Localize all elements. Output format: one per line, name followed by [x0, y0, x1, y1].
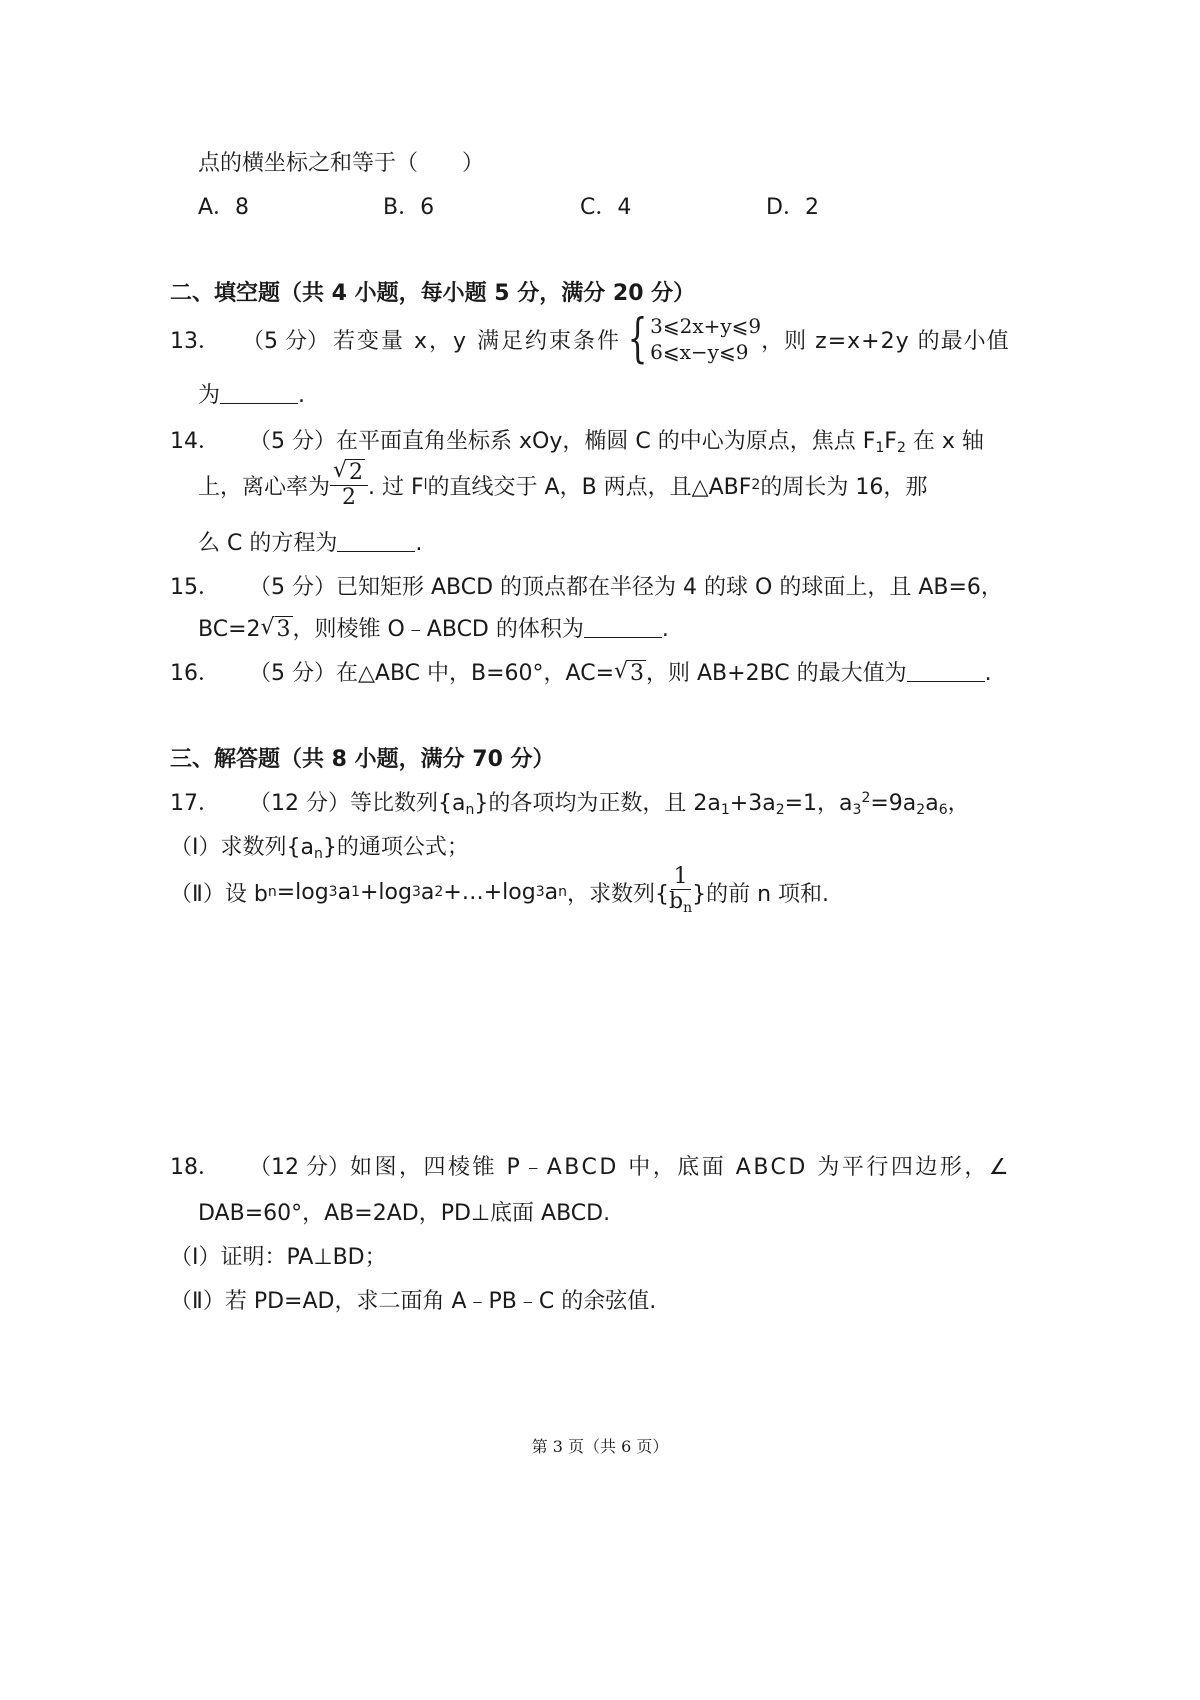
q17-p2-b: =log — [276, 879, 329, 905]
q15-number: 15． — [170, 575, 220, 600]
q17-p2-c: a — [337, 879, 352, 905]
q17-p2-h: ，求数列{ — [567, 881, 669, 907]
q17-t2: }的各项均为正数，且 2a — [474, 791, 721, 816]
q18-part-1-label: （Ⅰ） — [170, 1245, 221, 1270]
q13-constraint-system — [621, 309, 762, 369]
q16-text-a: 在△ABC 中，B=60°，AC= — [336, 661, 615, 686]
question-13 — [170, 309, 1010, 369]
q17-p2-s6: 3 — [535, 884, 545, 900]
q17-p2-d: +log — [360, 879, 412, 905]
option-c: C．4 — [580, 195, 632, 220]
q15-answer-blank[interactable] — [584, 617, 662, 638]
q16-text-b: ，则 AB+2BC 的最大值为 — [646, 661, 907, 686]
q17-s3: 2 — [775, 802, 785, 818]
q17-p1-s: n — [313, 846, 323, 862]
q13-brace: { — [627, 309, 648, 369]
q18-score: （12 分） — [249, 1155, 350, 1180]
q14-number: 14． — [170, 429, 220, 454]
q14-text-1: 在平面直角坐标系 xOy，椭圆 C 的中心为原点，焦点 F — [336, 429, 876, 454]
q13-constraint-2: 6⩽x−y⩽9 — [650, 340, 749, 364]
q17-t3: +3a — [729, 791, 776, 816]
q17-p2-f: +…+log — [443, 879, 536, 905]
q13-number: 13． — [170, 328, 220, 354]
page-footer: 第 3 页（共 6 页） — [531, 1437, 669, 1456]
q14-sub-l: l — [423, 477, 428, 493]
q17-p2-i: }的前 n 项和. — [692, 881, 830, 907]
q17-part-2-label: （Ⅱ） — [170, 881, 225, 907]
q15-text-1: 已知矩形 ABCD 的顶点都在半径为 4 的球 O 的球面上，且 AB=6， — [336, 575, 1003, 600]
q17-line-1 — [170, 786, 970, 818]
q17-number: 17． — [170, 791, 220, 816]
q15-sqrt-value: 3 — [276, 617, 291, 642]
q14-line-3 — [198, 526, 422, 557]
q17-p2-a: 设 b — [224, 881, 268, 907]
q16-sqrt — [614, 661, 646, 686]
q14-text-2c: 的直线交于 A，B 两点，且△ABF — [427, 474, 752, 500]
q18-part-1-text: 证明：PA⊥BD； — [220, 1245, 387, 1270]
q17-part-2 — [170, 864, 829, 920]
q13-text-2: ，则 z=x+2y 的最小值 — [761, 328, 1010, 354]
q13-text: 若变量 x，y 满足约束条件 — [333, 328, 622, 354]
q17-p2-s1: n — [267, 884, 277, 900]
q17-s2: 1 — [720, 802, 730, 818]
q17-t7: ， — [947, 791, 970, 816]
q14-score: （5 分） — [249, 429, 336, 454]
q13-answer-blank[interactable] — [220, 383, 298, 404]
q18-line-2: DAB=60°，AB=2AD，PD⊥底面 ABCD. — [198, 1201, 611, 1226]
q16-answer-blank[interactable] — [907, 661, 985, 682]
q18-part-1 — [170, 1240, 387, 1271]
q17-part-1 — [170, 830, 469, 862]
q14-sub-2: 2 — [896, 440, 906, 456]
q17-s6: 6 — [938, 802, 948, 818]
q15-answer-suffix: . — [661, 617, 669, 642]
option-d: D．2 — [766, 195, 819, 220]
q18-text-1: 如图，四棱锥 P﹣ABCD 中，底面 ABCD 为平行四边形，∠ — [350, 1155, 1012, 1180]
q16-score: （5 分） — [249, 661, 336, 686]
q17-fraction — [669, 865, 692, 920]
q13-answer-suffix: . — [298, 383, 306, 408]
option-b: B．6 — [383, 195, 435, 220]
q14-sub-1: 1 — [875, 440, 885, 456]
q15-sqrt — [261, 617, 293, 642]
q17-frac-num: 1 — [671, 865, 691, 890]
q17-s5: 2 — [916, 802, 926, 818]
question-16 — [170, 656, 992, 687]
option-a: A．8 — [198, 195, 250, 220]
q17-frac-den: b — [669, 888, 684, 914]
q17-sup4: 2 — [861, 790, 871, 806]
q17-frac-den-sub: n — [683, 899, 693, 916]
q16-answer-suffix: . — [984, 661, 992, 686]
q13-constraint-1: 3⩽2x+y⩽9 — [650, 314, 762, 338]
q17-p2-s4: 3 — [411, 884, 421, 900]
q13-answer-prefix: 为 — [198, 383, 221, 408]
q18-number: 18． — [170, 1155, 220, 1180]
q17-t4: =1，a — [784, 791, 853, 816]
q17-p2-s7: n — [558, 884, 567, 900]
q15-line-2 — [198, 612, 669, 643]
section-2-heading: 二、填空题（共 4 小题，每小题 5 分，满分 20 分） — [170, 281, 696, 306]
q17-p2-s2: 3 — [328, 884, 338, 900]
q14-line-2 — [198, 460, 927, 510]
q14-answer-suffix: . — [415, 531, 423, 556]
q18-part-2 — [170, 1284, 656, 1315]
q14-answer-blank[interactable] — [337, 531, 415, 552]
q15-line-1 — [170, 570, 1003, 601]
q18-line-1 — [170, 1150, 1011, 1181]
q17-score: （12 分） — [249, 791, 350, 816]
q14-frac-num: 2 — [349, 459, 364, 485]
q14-text-2a: 上，离心率为 — [198, 474, 331, 500]
q17-s4: 3 — [852, 802, 862, 818]
section-3-heading: 三、解答题（共 8 小题，满分 70 分） — [170, 747, 555, 772]
q17-s1: n — [465, 802, 475, 818]
q17-p2-g: a — [544, 879, 559, 905]
q17-p2-s5: 2 — [434, 884, 444, 900]
q14-f2: F — [884, 429, 897, 454]
q17-p1-b: }的通项公式； — [322, 835, 469, 860]
q18-part-2-text: 若 PD=AD，求二面角 A﹣PB﹣C 的余弦值. — [224, 1289, 657, 1314]
q14-answer-prefix: 么 C 的方程为 — [198, 531, 338, 556]
q14-eccentricity-fraction — [330, 461, 368, 510]
q15-text-2b: ，则棱锥 O﹣ABCD 的体积为 — [292, 617, 584, 642]
q17-t1: 等比数列{a — [350, 791, 466, 816]
q15-score: （5 分） — [249, 575, 336, 600]
q14-line-1 — [170, 424, 984, 456]
q14-frac-den: 2 — [342, 484, 357, 510]
q14-sqrt — [333, 461, 365, 485]
q16-number: 16． — [170, 661, 220, 686]
q17-t5: =9a — [870, 791, 917, 816]
q14-text-2d: 的周长为 16，那 — [760, 474, 928, 500]
q13-score: （5 分） — [242, 328, 329, 354]
q17-t6: a — [925, 791, 939, 816]
q17-part-1-label: （Ⅰ） — [170, 835, 221, 860]
q17-p2-s3: 1 — [351, 884, 360, 900]
q14-sub-3: 2 — [751, 477, 761, 493]
q17-p1-a: 求数列{a — [220, 835, 314, 860]
q14-text-1-end: 在 x 轴 — [905, 429, 984, 454]
q15-text-2a: BC=2 — [198, 617, 261, 642]
q16-sqrt-value: 3 — [630, 661, 645, 686]
q12-continuation: 点的横坐标之和等于（ ） — [198, 151, 485, 176]
q17-p2-e: a — [420, 879, 435, 905]
q18-part-2-label: （Ⅱ） — [170, 1289, 225, 1314]
q13-line-2 — [198, 378, 305, 409]
q14-text-2b: . 过 F — [368, 474, 424, 500]
